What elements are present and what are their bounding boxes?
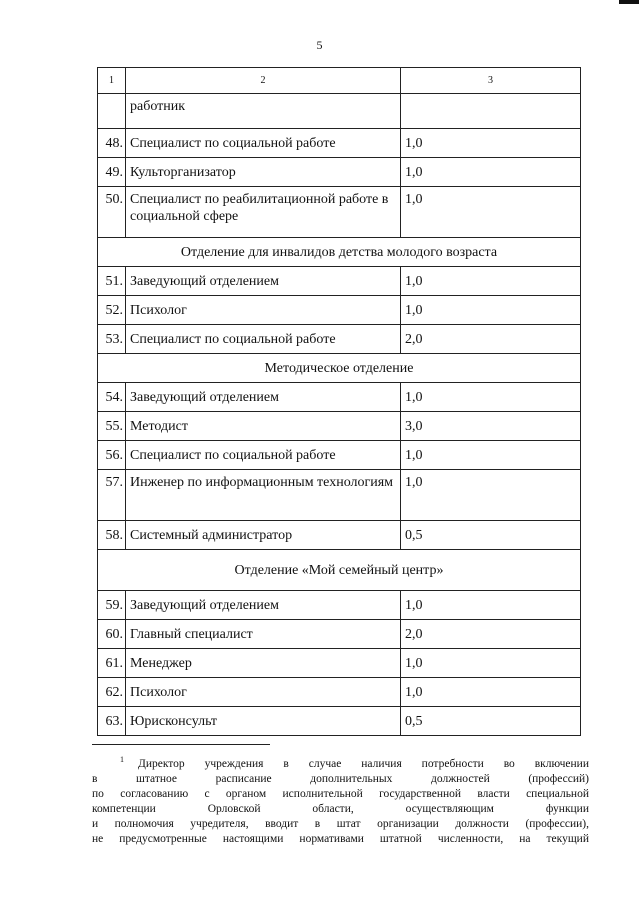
table-row	[98, 296, 581, 325]
row-number: 60.	[98, 620, 126, 649]
row-number: 55.	[98, 412, 126, 441]
table-row	[98, 441, 581, 470]
footnote-line: компетенции Орловской области, осуществляющим функции	[92, 802, 589, 815]
table-row	[98, 470, 581, 521]
row-position-name: Юрисконсульт	[126, 707, 401, 736]
row-quantity: 1,0	[401, 383, 581, 412]
table-row	[98, 325, 581, 354]
row-quantity: 1,0	[401, 158, 581, 187]
header-cell-name: 2	[126, 68, 401, 94]
row-number: 52.	[98, 296, 126, 325]
row-number: 61.	[98, 649, 126, 678]
row-quantity: 1,0	[401, 129, 581, 158]
row-position-name: Специалист по социальной работе	[126, 325, 401, 354]
table-row	[98, 620, 581, 649]
section-heading-row	[98, 238, 581, 267]
row-number: 58.	[98, 521, 126, 550]
corner-mark	[619, 0, 639, 4]
section-heading-row	[98, 354, 581, 383]
footnote-marker: 1	[120, 755, 124, 764]
footnote-separator	[92, 744, 270, 745]
table-row-continuation	[98, 94, 581, 129]
row-position-name: Специалист по социальной работе	[126, 129, 401, 158]
row-number: 51.	[98, 267, 126, 296]
row-position-name: Методист	[126, 412, 401, 441]
table-row	[98, 158, 581, 187]
row-number: 59.	[98, 591, 126, 620]
row-quantity: 2,0	[401, 620, 581, 649]
row-number: 49.	[98, 158, 126, 187]
row-position-name: Заведующий отделением	[126, 591, 401, 620]
row-quantity: 0,5	[401, 707, 581, 736]
row-position-name: Специалист по социальной работе	[126, 441, 401, 470]
table-row	[98, 267, 581, 296]
table-row	[98, 707, 581, 736]
row-quantity: 3,0	[401, 412, 581, 441]
table-row	[98, 129, 581, 158]
table-header-row	[98, 68, 581, 94]
table-row	[98, 412, 581, 441]
row-position-name: работник	[126, 94, 401, 129]
table-row	[98, 678, 581, 707]
table-row	[98, 649, 581, 678]
row-number: 48.	[98, 129, 126, 158]
table-row	[98, 383, 581, 412]
row-number: 56.	[98, 441, 126, 470]
row-position-name: Системный администратор	[126, 521, 401, 550]
row-position-name: Психолог	[126, 296, 401, 325]
staffing-table	[97, 67, 581, 736]
row-quantity: 1,0	[401, 591, 581, 620]
row-position-name: Специалист по реабилитационной работе в социальной сфере	[126, 187, 401, 238]
row-number: 57.	[98, 470, 126, 521]
footnote-line: не предусмотренные настоящими нормативами штатной численности, на текущий	[92, 832, 589, 845]
section-heading-row	[98, 550, 581, 591]
section-heading: Отделение для инвалидов детства молодого возраста	[98, 238, 581, 267]
row-number: 50.	[98, 187, 126, 238]
row-position-name: Менеджер	[126, 649, 401, 678]
section-heading: Отделение «Мой семейный центр»	[98, 550, 581, 591]
row-quantity: 1,0	[401, 296, 581, 325]
page-number: 5	[316, 38, 323, 52]
row-number: 54.	[98, 383, 126, 412]
footnote-line: по согласованию с органом исполнительной государственной власти специальной	[92, 787, 589, 800]
row-quantity: 1,0	[401, 441, 581, 470]
row-position-name: Культорганизатор	[126, 158, 401, 187]
row-position-name: Заведующий отделением	[126, 383, 401, 412]
row-quantity	[401, 94, 581, 129]
row-number: 63.	[98, 707, 126, 736]
row-number: 62.	[98, 678, 126, 707]
row-quantity: 1,0	[401, 649, 581, 678]
row-quantity: 1,0	[401, 678, 581, 707]
footnote-line: и полномочия учредителя, вводит в штат организации должности (профессии),	[92, 817, 589, 830]
row-number	[98, 94, 126, 129]
row-position-name: Главный специалист	[126, 620, 401, 649]
row-quantity: 2,0	[401, 325, 581, 354]
row-quantity: 1,0	[401, 267, 581, 296]
footnote-line: в штатное расписание дополнительных должностей (профессий)	[92, 772, 589, 785]
row-position-name: Инженер по информационным технологиям	[126, 470, 401, 521]
row-quantity: 1,0	[401, 470, 581, 521]
row-position-name: Заведующий отделением	[126, 267, 401, 296]
table-row	[98, 187, 581, 238]
row-quantity: 0,5	[401, 521, 581, 550]
table-row	[98, 591, 581, 620]
table-row	[98, 521, 581, 550]
footnote-text: Директор учреждения в случае наличия потребности во включении	[138, 757, 589, 770]
row-position-name: Психолог	[126, 678, 401, 707]
footnote-line	[92, 752, 589, 772]
footnote	[92, 752, 589, 847]
row-quantity: 1,0	[401, 187, 581, 238]
header-cell-number: 1	[98, 68, 126, 94]
section-heading: Методическое отделение	[98, 354, 581, 383]
header-cell-quantity: 3	[401, 68, 581, 94]
row-number: 53.	[98, 325, 126, 354]
